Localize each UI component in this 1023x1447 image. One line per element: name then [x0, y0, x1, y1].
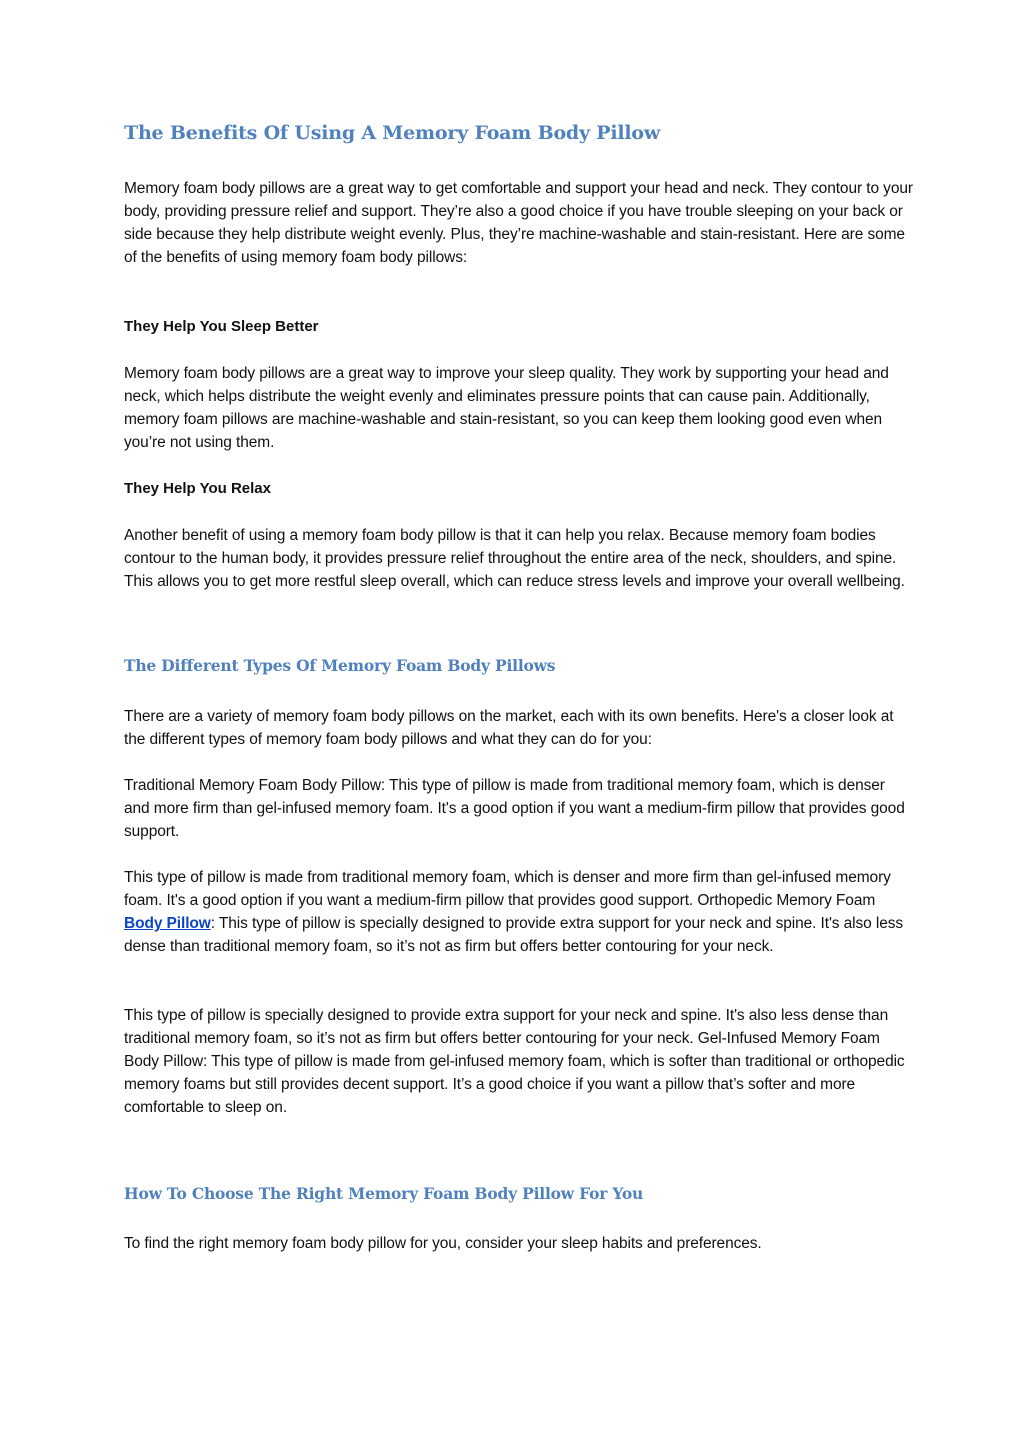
orthopedic-text-after: : This type of pillow is specially designed to provide extra support for your neck and spine. It's also less dense than traditional memory foam, so it’s not as firm but offers better contouring for your neck. [124, 915, 904, 955]
intro-paragraph: Memory foam body pillows are a great way to get comfortable and support your head and neck. They contour to your body, providing pressure relief and support. They’re also a good choice if you have trouble sleeping on your back or side because they help distribute weight evenly. Plus, they’re machine-washable and stain-resistant. Here are some of the benefits of using memory foam body pillows: [124, 180, 913, 266]
choose-heading: How To Choose The Right Memory Foam Body Pillow For You [124, 1184, 644, 1203]
relax-paragraph: Another benefit of using a memory foam body pillow is that it can help you relax. Because memory foam bodies contour to the human body, it provides pressure relief throughout the entire area of the neck, shoulders, and spine. This allows you to get more restful sleep overall, which can reduce stress levels and improve your overall wellbeing. [124, 527, 905, 590]
types-heading: The Different Types Of Memory Foam Body Pillows [124, 656, 556, 675]
orthopedic-text-before: This type of pillow is made from traditional memory foam, which is denser and more firm than gel-infused memory foam. It's a good option if you want a medium-firm pillow that provides good support. Orthopedic Memory Foam [124, 869, 891, 909]
traditional-paragraph: Traditional Memory Foam Body Pillow: This type of pillow is made from traditional memory foam, which is denser and more firm than gel-infused memory foam. It's a good option if you want a medium-firm pillow that provides good support. [124, 777, 905, 840]
page-title: The Benefits Of Using A Memory Foam Body Pillow [124, 122, 661, 144]
choose-paragraph: To find the right memory foam body pillow for you, consider your sleep habits and preferences. [124, 1235, 762, 1252]
gel-infused-paragraph: This type of pillow is specially designed to provide extra support for your neck and spine. It's also less dense than traditional memory foam, so it’s not as firm but offers better contouring for your neck. Gel-Infused Memory Foam Body Pillow: This type of pillow is made from gel-infused memory foam, which is softer than traditional or orthopedic memory foams but still provides decent support. It’s a good choice if you want a pillow that’s softer and more comfortable to sleep on. [124, 1007, 905, 1116]
relax-heading: They Help You Relax [124, 480, 271, 497]
body-pillow-link[interactable]: Body Pillow [124, 915, 211, 932]
sleep-better-heading: They Help You Sleep Better [124, 318, 319, 335]
orthopedic-paragraph [124, 866, 914, 958]
sleep-better-paragraph: Memory foam body pillows are a great way to improve your sleep quality. They work by supporting your head and neck, which helps distribute the weight evenly and eliminates pressure points that can cause pain. Additionally, memory foam pillows are machine-washable and stain-resistant, so you can keep them looking good even when you’re not using them. [124, 365, 889, 451]
types-intro-paragraph: There are a variety of memory foam body pillows on the market, each with its own benefits. Here's a closer look at the different types of memory foam body pillows and what they can do for you: [124, 708, 894, 748]
